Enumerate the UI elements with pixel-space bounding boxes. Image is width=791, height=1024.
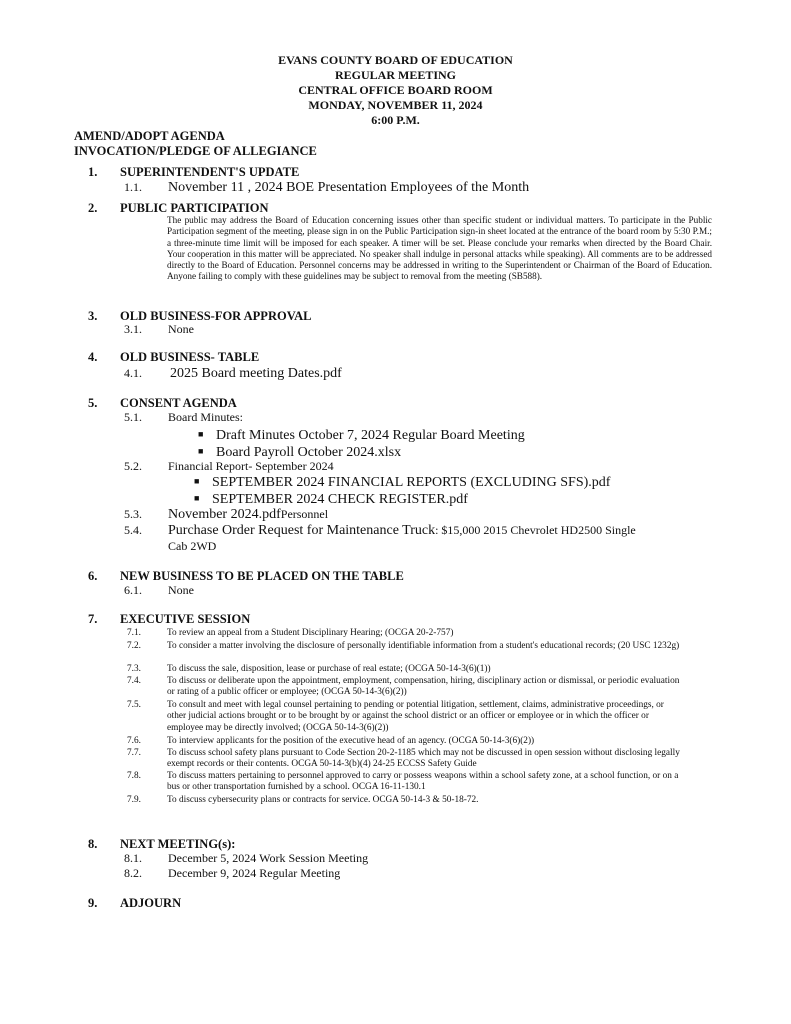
item-text: November 11 , 2024 BOE Presentation Employees of the Month <box>168 180 530 195</box>
agenda-item-6-1 <box>124 583 194 598</box>
item-number: 7.2. <box>127 641 141 651</box>
item-text: To interview applicants for the position of the executive head of an agency. (OCGA 50-14-3(6)(2)) <box>167 736 535 746</box>
item-text: To consult and meet with legal counsel pertaining to pending or potential litigation, settlement, claims, administrative proceedings, or other judicial actions brought or to be brought by or against the school district or an officer or employee or in which the officer or employee may be directly involved; (OCGA 50-14-3(6)(2)) <box>167 700 664 733</box>
section-number: 2. <box>88 201 98 215</box>
section-consent-agenda <box>88 396 237 411</box>
agenda-item-5-2 <box>124 459 334 474</box>
section-new-business <box>88 569 404 584</box>
exec-item-7-2 <box>127 641 682 652</box>
agenda-item-3-1 <box>124 322 194 337</box>
bullet-icon: ■ <box>198 446 204 456</box>
bullet-draft-minutes <box>198 426 525 444</box>
item-link[interactable]: November 2024.pdf <box>168 507 281 522</box>
exec-item-7-6 <box>127 736 682 747</box>
item-number: 7.3. <box>127 664 141 674</box>
section-title: PUBLIC PARTICIPATION <box>120 201 269 215</box>
agenda-item-8-1 <box>124 851 368 866</box>
bullet-text[interactable]: Draft Minutes October 7, 2024 Regular Board Meeting <box>216 428 525 443</box>
agenda-item-4-1 <box>124 366 342 381</box>
item-number: 8.2. <box>124 866 142 880</box>
item-text: To consider a matter involving the disclosure of personally identifiable information from a student's educational records; (20 USC 1232g) <box>167 641 680 651</box>
section-old-business-table <box>88 350 259 365</box>
section-public-participation <box>88 201 269 216</box>
section-next-meetings <box>88 837 235 852</box>
header-org: EVANS COUNTY BOARD OF EDUCATION <box>278 53 513 67</box>
section-number: 6. <box>88 569 98 583</box>
agenda-item-5-4-cont: Cab 2WD <box>168 539 217 553</box>
section-title: CONSENT AGENDA <box>120 396 237 410</box>
section-title: NEXT MEETING(s): <box>120 837 236 851</box>
exec-item-7-1 <box>127 628 682 639</box>
invocation-pledge: INVOCATION/PLEDGE OF ALLEGIANCE <box>74 144 317 158</box>
bullet-text[interactable]: SEPTEMBER 2024 FINANCIAL REPORTS (EXCLUDING SFS).pdf <box>212 475 611 490</box>
item-number: 7.9. <box>127 795 141 805</box>
item-number: 7.8. <box>127 771 141 781</box>
header-location: CENTRAL OFFICE BOARD ROOM <box>298 83 493 97</box>
section-number: 8. <box>88 837 98 851</box>
header-meeting-type: REGULAR MEETING <box>334 68 456 82</box>
exec-item-7-8 <box>127 771 682 794</box>
bullet-icon: ■ <box>198 429 204 439</box>
item-text: To discuss matters pertaining to personnel approved to carry or possess weapons within a school safety zone, at a school function, or on a bus or other transportation furnished by a school. OCGA 16-11-130.1 <box>167 771 679 793</box>
bullet-check-register <box>194 490 468 508</box>
section-number: 3. <box>88 309 98 323</box>
item-text: To review an appeal from a Student Disciplinary Hearing; (OCGA 20-2-757) <box>167 628 454 638</box>
item-number: 7.1. <box>127 628 141 638</box>
bullet-icon: ■ <box>194 493 200 503</box>
exec-item-7-9 <box>127 795 682 806</box>
item-text: To discuss cybersecurity plans or contracts for service. OCGA 50-14-3 & 50-18-72. <box>167 795 479 805</box>
header-date: MONDAY, NOVEMBER 11, 2024 <box>308 98 483 112</box>
item-number: 4.1. <box>124 366 142 380</box>
agenda-item-5-4 <box>124 523 636 538</box>
item-number: 7.4. <box>127 676 141 686</box>
item-number: 3.1. <box>124 322 142 336</box>
public-participation-guidelines: The public may address the Board of Education concerning issues other than specific student or individual matters. To participate in the Public Participation segment of the meeting, please sign in on the Public Participation sign-in sheet located at the entrance of the board room by 5:30 P.M.; a three-minute time limit will be imposed for each speaker. A timer will be set. Please conclude your remarks when directed by the Board Chair. Your cooperation in this matter will be appreciated. No speaker shall indulge in personal attacks while speaking). All comments are to be addressed directly to the Board of Education. Personnel concerns may be addressed in writing to the Superintendent or Chairman of the Board of Education. Anyone failing to comply with these guidelines may be subject to removal from the meeting (SB588). <box>167 215 712 282</box>
agenda-item-5-3 <box>124 507 328 522</box>
section-number: 4. <box>88 350 98 364</box>
item-number: 7.6. <box>127 736 141 746</box>
agenda-header <box>0 53 791 128</box>
section-title: OLD BUSINESS- TABLE <box>120 350 260 364</box>
item-text: None <box>168 322 194 336</box>
item-number: 7.5. <box>127 700 141 710</box>
bullet-text[interactable]: SEPTEMBER 2024 CHECK REGISTER.pdf <box>212 492 468 507</box>
amend-adopt-agenda: AMEND/ADOPT AGENDA <box>74 129 225 143</box>
section-number: 9. <box>88 896 98 910</box>
section-title: SUPERINTENDENT'S UPDATE <box>120 165 300 179</box>
item-number: 5.1. <box>124 410 142 424</box>
item-text: Financial Report- September 2024 <box>168 459 334 473</box>
item-text: To discuss or deliberate upon the appointment, employment, compensation, hiring, disciplinary action or dismissal, or periodic evaluation or rating of a public officer or employee; (OCGA 50-14-3(6)(2)) <box>167 676 680 698</box>
section-old-business-approval <box>88 309 311 324</box>
item-text: To discuss the sale, disposition, lease or purchase of real estate; (OCGA 50-14-3(6)(1)) <box>167 664 491 674</box>
section-executive-session <box>88 612 250 627</box>
agenda-item-1-1 <box>124 180 529 195</box>
bullet-text[interactable]: Board Payroll October 2024.xlsx <box>216 445 402 460</box>
item-text[interactable]: 2025 Board meeting Dates.pdf <box>170 366 342 381</box>
section-superintendent-update <box>88 165 299 180</box>
item-number: 5.4. <box>124 523 142 537</box>
item-link[interactable]: Purchase Order Request for Maintenance Truck <box>168 523 436 538</box>
section-number: 5. <box>88 396 98 410</box>
bullet-icon: ■ <box>194 476 200 486</box>
item-number: 7.7. <box>127 748 141 758</box>
item-text: None <box>168 583 194 597</box>
item-text: To discuss school safety plans pursuant to Code Section 20-2-1185 which may not be discussed in open session without disclosing legally exempt records or their contents. OCGA 50-14-3(b)(4) 24-25 ECCSS Safety Guide <box>167 748 680 770</box>
exec-item-7-3 <box>127 664 682 675</box>
item-number: 6.1. <box>124 583 142 597</box>
item-number: 5.3. <box>124 507 142 521</box>
exec-item-7-5 <box>127 700 682 734</box>
section-adjourn <box>88 896 181 911</box>
exec-item-7-4 <box>127 676 682 699</box>
item-text: : $15,000 2015 Chevrolet HD2500 Single <box>435 523 636 537</box>
section-number: 7. <box>88 612 98 626</box>
item-text: Board Minutes: <box>168 410 243 424</box>
item-number: 8.1. <box>124 851 142 865</box>
section-title: NEW BUSINESS TO BE PLACED ON THE TABLE <box>120 569 404 583</box>
item-text: December 9, 2024 Regular Meeting <box>168 866 341 880</box>
item-text: December 5, 2024 Work Session Meeting <box>168 851 369 865</box>
item-number: 1.1. <box>124 180 142 194</box>
item-number: 5.2. <box>124 459 142 473</box>
section-title: OLD BUSINESS-FOR APPROVAL <box>120 309 312 323</box>
agenda-item-5-1 <box>124 410 243 425</box>
section-number: 1. <box>88 165 98 179</box>
bullet-financial-reports <box>194 473 610 491</box>
item-text: Personnel <box>280 507 329 521</box>
exec-item-7-7 <box>127 748 682 771</box>
section-title: ADJOURN <box>120 896 182 910</box>
header-time: 6:00 P.M. <box>371 113 420 127</box>
agenda-item-8-2 <box>124 866 340 881</box>
section-title: EXECUTIVE SESSION <box>120 612 251 626</box>
